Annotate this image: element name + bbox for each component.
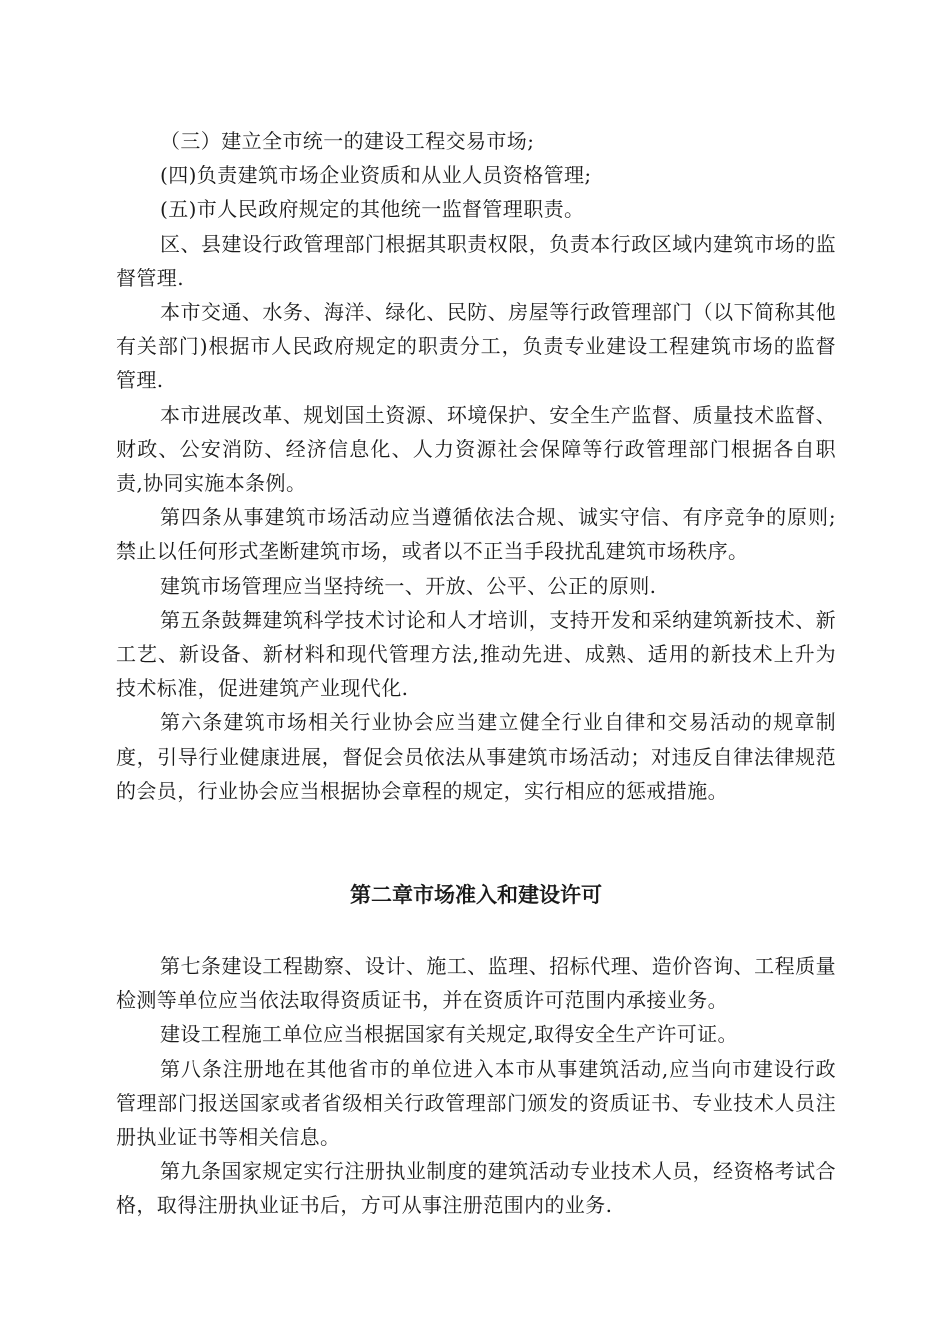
paragraph-article-8: 第八条注册地在其他省市的单位进入本市从事建筑活动,应当向市建设行政管理部门报送国家或者省级相关行政管理部门颁发的资质证书、专业技术人员注册执业证书等相关信息。 xyxy=(116,1056,836,1150)
paragraph-safety-permit: 建设工程施工单位应当根据国家有关规定,取得安全生产许可证。 xyxy=(160,1022,738,1047)
paragraph-article-6: 第六条建筑市场相关行业协会应当建立健全行业自律和交易活动的规章制度，引导行业健康进展，督促会员依法从事建筑市场活动；对违反自律法律规范的会员，行业协会应当根据协会章程的规定，实行相应的惩戒措施。 xyxy=(116,710,836,803)
paragraph-item-5: (五)市人民政府规定的其他统一监督管理职责。 xyxy=(160,197,585,222)
paragraph-management-principle: 建筑市场管理应当坚持统一、开放、公平、公正的原则. xyxy=(160,573,657,598)
paragraph-item-4: (四)负责建筑市场企业资质和从业人员资格管理; xyxy=(160,163,592,188)
section-after-chapter xyxy=(116,949,836,1223)
paragraph-article-5: 第五条鼓舞建筑科学技术讨论和人才培训，支持开发和采纳建筑新技术、新工艺、新设备、新材料和现代管理方法,推动先进、成熟、适用的新技术上升为技术标准，促进建筑产业现代化. xyxy=(116,607,836,701)
chapter-title: 第二章市场准入和建设许可 xyxy=(350,883,602,907)
paragraph-other-departments: 本市交通、水务、海洋、绿化、民防、房屋等行政管理部门（以下简称其他有关部门)根据市人民政府规定的职责分工，负责专业建设工程建筑市场的监督管理. xyxy=(116,300,836,393)
paragraph-item-3: （三）建立全市统一的建设工程交易市场; xyxy=(160,129,535,153)
paragraph-coordinating-departments: 本市进展改革、规划国土资源、环境保护、安全生产监督、质量技术监督、财政、公安消防、经济信息化、人力资源社会保障等行政管理部门根据各自职责,协同实施本条例。 xyxy=(116,402,836,496)
paragraph-article-9: 第九条国家规定实行注册执业制度的建筑活动专业技术人员，经资格考试合格，取得注册执业证书后，方可从事注册范围内的业务. xyxy=(116,1159,836,1218)
section-before-chapter xyxy=(116,124,836,808)
paragraph-article-7: 第七条建设工程勘察、设计、施工、监理、招标代理、造价咨询、工程质量检测等单位应当依法取得资质证书，并在资质许可范围内承接业务。 xyxy=(116,954,836,1013)
paragraph-article-4: 第四条从事建筑市场活动应当遵循依法合规、诚实守信、有序竞争的原则;禁止以任何形式垄断建筑市场，或者以不正当手段扰乱建筑市场秩序。 xyxy=(116,505,836,564)
paragraph-district-duties: 区、县建设行政管理部门根据其职责权限，负责本行政区域内建筑市场的监督管理. xyxy=(116,231,836,290)
